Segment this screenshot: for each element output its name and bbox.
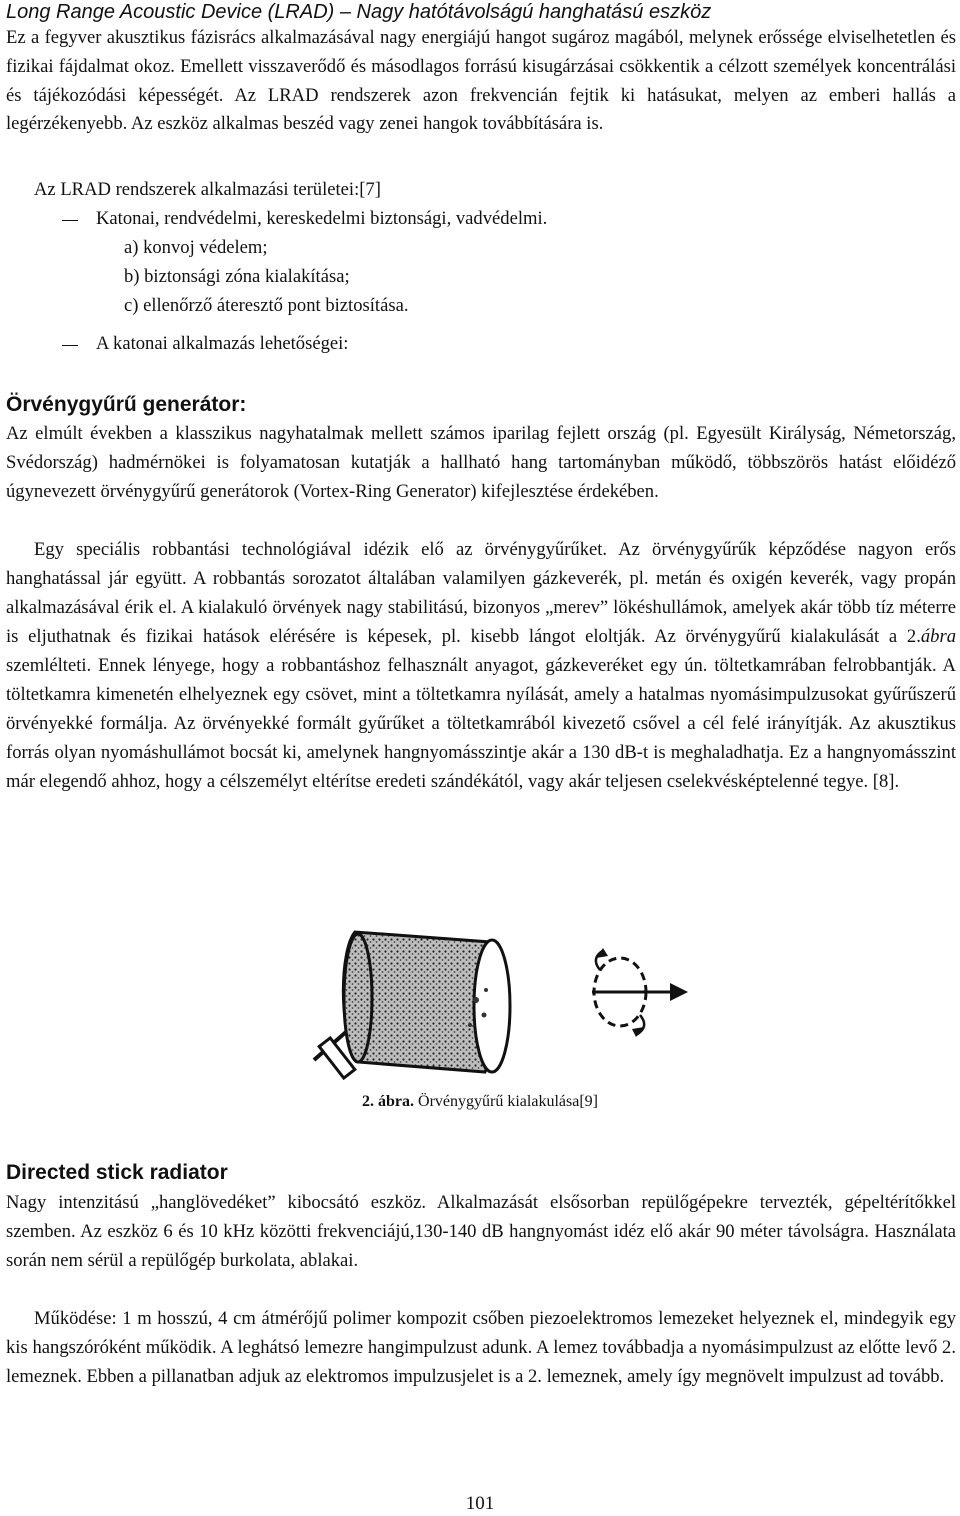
arrow-right-icon xyxy=(670,983,688,1001)
bullet-military-options: A katonai alkalmazás lehetőségei: xyxy=(96,333,349,354)
figure-reference: ábra xyxy=(920,626,956,647)
vortex-ring-figure xyxy=(300,920,700,1085)
list-item: c) ellenőrző áteresztő pont biztosítása. xyxy=(124,295,409,316)
caption-label: 2. ábra. xyxy=(362,1093,415,1110)
charge-chamber-drawing xyxy=(314,932,510,1078)
dsr-heading: Directed stick radiator xyxy=(6,1161,228,1184)
page-number: 101 xyxy=(465,1493,495,1514)
section-title: Long Range Acoustic Device (LRAD) – Nagy hatótávolságú hanghatású eszköz xyxy=(6,1,712,23)
vortex-paragraph-1: Az elmúlt években a klasszikus nagyhatalmak mellett számos iparilag fejlett ország (pl. Egyesült Királyság, Németország, Svédország) hadmérnökei is folyamatosan kutatják a hallható hang tartományban működő, többszörös hatást előidéző úgynevezett örvénygyűrű generátorok (Vortex-Ring Generator) kifejlesztése érdekében. xyxy=(6,423,956,502)
vortex-heading: Örvénygyűrű generátor: xyxy=(6,393,247,416)
areas-label: Az LRAD rendszerek alkalmazási területei:[7] xyxy=(34,179,381,200)
caption-text: Örvénygyűrű kialakulása[9] xyxy=(414,1093,598,1110)
list-item: a) konvoj védelem; xyxy=(124,237,268,258)
bullet-military-uses: Katonai, rendvédelmi, kereskedelmi biztonsági, vadvédelmi. xyxy=(96,208,548,229)
dsr-paragraph-2: Működése: 1 m hosszú, 4 cm átmérőjű polimer kompozit csőben piezoelektromos lemezeket helyeznek el, mindegyik egy kis hangszóróként működik. A leghátsó lemezre hangimpulzust adunk. A lemez továbbadja a nyomásimpulzust az előtte levő 2. lemeznek. Ebben a pillanatban adjuk az elektromos impulzusjelet is a 2. lemeznek, amely így megnövelt impulzust ad tovább. xyxy=(6,1308,956,1387)
intro-paragraph: Ez a fegyver akusztikus fázisrács alkalmazásával nagy energiájú hangot sugároz magából, melynek erőssége elviselhetetlen és fizikai fájdalmat okoz. Emellett visszaverődő és másodlagos forrású kisugárzásai csökkentik a célzott személyek koncentrálási és tájékozódási képességét. Az LRAD rendszerek azon frekvencián fejtik ki hatásukat, melyen az emberi hallás a legérzékenyebb. Az eszköz alkalmas beszéd vagy zenei hangok továbbítására is. xyxy=(6,27,956,135)
dash-bullet-icon xyxy=(62,220,78,221)
vortex-ring-drawing xyxy=(592,948,688,1037)
vortex-paragraph-2-part-b: szemlélteti. Ennek lényege, hogy a robbantáshoz felhasznált anyagot, gázkeveréket egy ún. töltetkamrában felrobbantják. A töltetkamra kimenetén elhelyeznek egy csövet, mint a töltetkamra nyílását, amely a hatalmas nyomásimpulzusokat gyűrűszerű örvényekké formálja. Az örvényekké formált gyűrűket a töltetkamrából kivezető csővel a cél felé irányítják. Az akusztikus forrás olyan nyomáshullámot bocsát ki, amelynek hangnyomásszintje akár a 130 dB-t is meghaladhatja. Ez a hangnyomásszint már elegendő ahhoz, hogy a célszemélyt eltérítse eredeti szándékától, vagy akár teljesen cselekvésképtelenné tegye. [8]. xyxy=(6,655,956,792)
figure-caption xyxy=(0,1091,960,1113)
vortex-paragraph-2-part-a: Egy speciális robbantási technológiával idézik elő az örvénygyűrűket. Az örvénygyűrűk képződése nagyon erős hanghatással jár együtt. A robbantás sorozatot általában valamilyen gázkeverék, pl. metán és oxigén keverék, vagy propán alkalmazásával érik el. A kialakuló örvények nagy stabilitású, bizonyos „merev” lökéshullámok, amelyek akár több tíz méterre is eljuthatnak és fizikai hatások elérésére is képesek, pl. kisebb lángot eloltják. Az örvénygyűrű kialakulását a 2. xyxy=(6,539,956,647)
dash-bullet-icon xyxy=(62,345,78,346)
list-item: b) biztonsági zóna kialakítása; xyxy=(124,266,350,287)
vortex-paragraph-2 xyxy=(6,535,956,796)
dsr-paragraph-1: Nagy intenzitású „hanglövedéket” kibocsátó eszköz. Alkalmazását elsősorban repülőgépekre tervezték, gépeltérítőkkel szemben. Az eszköz 6 és 10 kHz közötti frekvenciájú,130-140 dB hangnyomást idéz elő akár 90 méter távolságra. Használata során nem sérül a repülőgép burkolata, ablakai. xyxy=(6,1192,956,1271)
